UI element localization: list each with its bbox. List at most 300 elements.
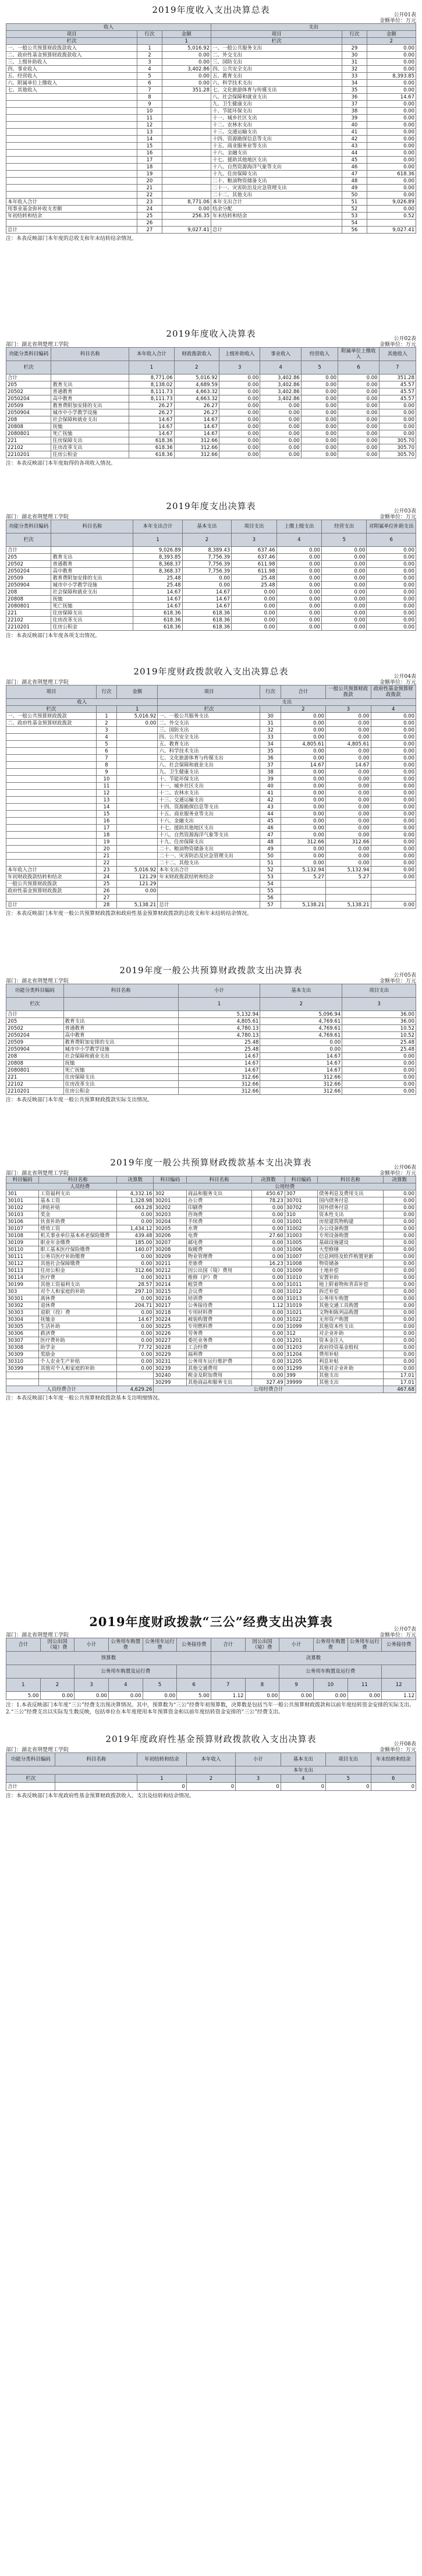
table-cell: 5,016.92 bbox=[117, 713, 158, 720]
table-cell: 21 bbox=[137, 185, 162, 192]
table-cell: 商品和服务支出 bbox=[186, 1190, 252, 1197]
column-header: 小计 bbox=[279, 1638, 314, 1652]
table-cell: 0.00 bbox=[276, 554, 321, 561]
table-row bbox=[6, 192, 416, 199]
table-cell: 普通教育 bbox=[51, 388, 129, 395]
table-cell: 0.00 bbox=[347, 1692, 382, 1700]
table-cell bbox=[6, 185, 137, 192]
table-cell: 5 bbox=[301, 361, 338, 374]
table-income-final bbox=[6, 327, 416, 467]
column-header: 科目编码 bbox=[154, 1176, 186, 1183]
table-cell: 208 bbox=[6, 589, 51, 596]
table-cell: 48 bbox=[342, 178, 367, 185]
table-cell: 2050904 bbox=[6, 1046, 64, 1053]
table-cell: 其他交通费用 bbox=[186, 1365, 252, 1372]
amount-unit: 金额单位：万元 bbox=[379, 680, 416, 685]
table-row bbox=[6, 59, 416, 66]
table-cell: 绩效工资 bbox=[39, 1225, 117, 1232]
table-cell: 0.00 bbox=[117, 1323, 154, 1330]
table-cell: 13 bbox=[137, 129, 162, 136]
table-row bbox=[6, 561, 416, 568]
table-row bbox=[6, 741, 416, 748]
column-header: 基本支出 bbox=[182, 520, 231, 533]
table-cell: 0.00 bbox=[367, 115, 416, 122]
table-cell bbox=[6, 839, 97, 846]
table-cell bbox=[51, 374, 129, 381]
table-cell: 其他支出 bbox=[317, 1379, 383, 1386]
table-cell: 30307 bbox=[6, 1337, 39, 1344]
column-header: 基本支出 bbox=[260, 984, 342, 998]
data-table bbox=[6, 1752, 416, 1791]
table-cell: 0.00 bbox=[371, 769, 416, 776]
table-cell: 0.00 bbox=[326, 755, 371, 762]
table-cell: 差旅费 bbox=[186, 1260, 252, 1267]
table-cell: 1 bbox=[162, 38, 211, 45]
table-cell: 26.27 bbox=[129, 409, 174, 416]
table-cell: 0.00 bbox=[367, 52, 416, 59]
table-cell: 30399 bbox=[6, 1365, 39, 1372]
table-cell: 4 bbox=[276, 533, 321, 547]
table-cell bbox=[117, 769, 158, 776]
table-cell: 0.00 bbox=[383, 1330, 416, 1337]
table-cell bbox=[162, 129, 211, 136]
table-cell: 0.00 bbox=[338, 402, 379, 409]
table-cell: 项目 bbox=[211, 31, 342, 38]
table-title: 2019年度政府性基金预算财政拨款收入支出决算表 bbox=[105, 1734, 317, 1744]
table-row bbox=[6, 596, 416, 603]
table-cell: 住房保障支出 bbox=[51, 437, 129, 444]
table-cell bbox=[6, 734, 97, 741]
table-cell: 0.00 bbox=[342, 1088, 416, 1095]
table-cell: 国外债务付息 bbox=[317, 1204, 383, 1211]
table-cell: 30239 bbox=[154, 1365, 186, 1372]
table-cell: 0.00 bbox=[367, 589, 416, 596]
table-row bbox=[6, 66, 416, 73]
table-cell: 0.00 bbox=[232, 624, 276, 631]
table-row bbox=[6, 1358, 416, 1365]
table-cell: 退休费 bbox=[39, 1302, 117, 1309]
column-header: 本年收入 bbox=[186, 1753, 235, 1766]
table-cell: 30203 bbox=[154, 1211, 186, 1218]
table-cell: 住房改革支出 bbox=[51, 617, 133, 624]
table-title: 2019年度一般公共预算财政拨款支出决算表 bbox=[119, 965, 303, 976]
table-cell: 618.36 bbox=[182, 617, 231, 624]
table-cell: 二十一、灾害防治及应急管理支出 bbox=[211, 185, 342, 192]
table-cell: 0.00 bbox=[383, 1309, 416, 1316]
table-cell bbox=[6, 178, 137, 185]
table-cell: 教育费附加安排的支出 bbox=[51, 402, 129, 409]
table-cell: 0.00 bbox=[371, 867, 416, 874]
table-cell: 0.00 bbox=[232, 610, 276, 617]
table-cell: 个人农业生产补贴 bbox=[39, 1358, 117, 1365]
table-cell: 30209 bbox=[154, 1253, 186, 1260]
table-title: 2019年度财政拨款“三公”经费支出决算表 bbox=[89, 1614, 333, 1629]
table-title: 2019年度财政拨款收入支出决算总表 bbox=[133, 666, 289, 677]
table-cell: 0.00 bbox=[379, 423, 416, 430]
table-cell bbox=[117, 762, 158, 769]
table-cell: 14.67 bbox=[174, 423, 219, 430]
table-cell: 一、一般公共预算财政拨款 bbox=[6, 713, 97, 720]
table-cell: 9 bbox=[137, 101, 162, 108]
table-cell: 33 bbox=[342, 73, 367, 80]
table-cell: 3 bbox=[96, 727, 116, 734]
table-row bbox=[6, 1018, 416, 1025]
table-cell bbox=[117, 853, 158, 860]
table-cell: 金额 bbox=[367, 31, 416, 38]
table-cell: 3 bbox=[342, 998, 416, 1011]
table-row bbox=[6, 1302, 416, 1309]
table-cell: 0.00 bbox=[162, 73, 211, 80]
table-cell: 0.00 bbox=[143, 1692, 177, 1700]
table-cell bbox=[6, 832, 97, 839]
table-cell bbox=[6, 846, 97, 853]
table-cell: 41 bbox=[342, 129, 367, 136]
table-cell: 公务员医疗补助缴费 bbox=[39, 1253, 117, 1260]
table-cell: 45.57 bbox=[379, 395, 416, 402]
table-cell bbox=[55, 1783, 137, 1791]
table-cell: 55 bbox=[260, 888, 281, 895]
table-cell: 0.00 bbox=[252, 1337, 285, 1344]
table-cell: 七、其他收入 bbox=[6, 87, 137, 94]
table-row bbox=[6, 1679, 416, 1692]
table-cell: 327.49 bbox=[252, 1379, 285, 1386]
table-cell bbox=[51, 533, 133, 547]
table-cell bbox=[211, 220, 342, 227]
form-number: 公开01表 bbox=[393, 12, 416, 18]
table-cell: 高中教育 bbox=[63, 1032, 178, 1039]
table-cell: 17 bbox=[96, 825, 116, 832]
table-row bbox=[6, 783, 416, 790]
table-cell: 14.67 bbox=[178, 1067, 260, 1074]
table-cell: 教育费附加安排的支出 bbox=[63, 1039, 178, 1046]
form-number: 公开06表 bbox=[393, 1165, 416, 1171]
table-cell: 14.67 bbox=[260, 1067, 342, 1074]
column-header: 年末结转和结余 bbox=[371, 1753, 416, 1766]
table-cell: 0.00 bbox=[219, 430, 260, 437]
table-cell: 1.12 bbox=[252, 1302, 285, 1309]
table-cell: 十九、住房保障支出 bbox=[158, 839, 260, 846]
table-cell: 0.00 bbox=[326, 846, 371, 853]
table-cell: 3 bbox=[219, 361, 260, 374]
table-cell: 5,138.21 bbox=[117, 902, 158, 909]
table-cell: 0.00 bbox=[371, 839, 416, 846]
table-cell: 九、卫生健康支出 bbox=[158, 769, 260, 776]
table-cell bbox=[117, 734, 158, 741]
form-number: 公开07表 bbox=[393, 1627, 416, 1632]
table-cell: 四、事业收入 bbox=[6, 66, 137, 73]
table-cell: 3 bbox=[232, 533, 276, 547]
table-cell: 14.67 bbox=[178, 1060, 260, 1067]
table-meta bbox=[6, 674, 416, 685]
table-cell: 28.57 bbox=[117, 1281, 154, 1288]
table-row bbox=[6, 206, 416, 213]
table-cell: 五、教育支出 bbox=[158, 741, 260, 748]
table-cell: 0.00 bbox=[367, 603, 416, 610]
table-cell bbox=[371, 888, 416, 895]
table-cell: 住房改革支出 bbox=[51, 444, 129, 451]
table-cell: 总计 bbox=[6, 227, 137, 234]
column-header: 项目支出 bbox=[232, 520, 276, 533]
table-cell: 0.00 bbox=[383, 1197, 416, 1204]
table-cell: 0.00 bbox=[117, 1274, 154, 1281]
table-row bbox=[6, 762, 416, 769]
table-cell: 0.00 bbox=[245, 1692, 279, 1700]
table-cell: 基本工资 bbox=[39, 1197, 117, 1204]
table-row bbox=[6, 902, 416, 909]
table-cell: 住房保障支出 bbox=[63, 1074, 178, 1081]
table-cell: 物资储备 bbox=[317, 1260, 383, 1267]
table-cell: 0.00 bbox=[383, 1337, 416, 1344]
table-cell: 0.00 bbox=[117, 888, 158, 895]
table-row bbox=[6, 143, 416, 150]
table-cell: 十五、商业服务业等支出 bbox=[211, 143, 342, 150]
table-cell: 0.00 bbox=[117, 1211, 154, 1218]
table-cell: 2050904 bbox=[6, 582, 51, 589]
table-cell: 31010 bbox=[285, 1274, 317, 1281]
table-row bbox=[6, 1295, 416, 1302]
table-cell bbox=[117, 839, 158, 846]
table-cell: 25 bbox=[96, 881, 116, 888]
table-cell: 30240 bbox=[154, 1372, 186, 1379]
table-cell: 水费 bbox=[186, 1225, 252, 1232]
table-cell: 0.00 bbox=[326, 713, 371, 720]
table-cell: 0.00 bbox=[367, 108, 416, 115]
department: 部门：湖北省荆楚理工学院 bbox=[6, 680, 69, 685]
table-cell: 41 bbox=[260, 790, 281, 797]
table-cell: 十一、城乡社区支出 bbox=[211, 115, 342, 122]
table-cell: 1 bbox=[137, 1775, 186, 1783]
table-cell: 4,805.61 bbox=[281, 741, 325, 748]
table-cell: 十、节能环保支出 bbox=[211, 108, 342, 115]
table-row bbox=[6, 533, 416, 547]
column-header: 本年支出合计 bbox=[133, 520, 182, 533]
table-cell: 其他交通工具购置 bbox=[317, 1302, 383, 1309]
table-cell: 0.00 bbox=[383, 1316, 416, 1323]
table-cell: 奖金 bbox=[39, 1211, 117, 1218]
table-cell: 45 bbox=[260, 818, 281, 825]
table-cell: 46 bbox=[260, 825, 281, 832]
table-cell: 0.00 bbox=[367, 192, 416, 199]
table-cell: 0.00 bbox=[219, 451, 260, 458]
column-header: 因公出国（境）费 bbox=[40, 1638, 75, 1652]
table-cell: 土地补偿 bbox=[317, 1267, 383, 1274]
table-cell: 0 bbox=[137, 1783, 186, 1791]
table-cell: 6 bbox=[338, 361, 379, 374]
table-cell: 六、科学技术支出 bbox=[211, 80, 342, 87]
table-row bbox=[6, 853, 416, 860]
data-table bbox=[6, 1176, 416, 1393]
column-header: 科目名称 bbox=[63, 984, 178, 998]
table-cell: 2 bbox=[137, 52, 162, 59]
table-cell bbox=[162, 143, 211, 150]
table-cell: 栏次 bbox=[6, 533, 51, 547]
table-cell: 18 bbox=[96, 832, 116, 839]
table-cell: 0.00 bbox=[322, 575, 367, 582]
table-meta bbox=[6, 1165, 416, 1176]
table-cell: 0.00 bbox=[367, 143, 416, 150]
table-row bbox=[6, 108, 416, 115]
table-cell bbox=[6, 150, 137, 157]
table-cell: 六、附属单位上缴收入 bbox=[6, 80, 137, 87]
table-cell: 14 bbox=[137, 136, 162, 143]
table-cell: 0.00 bbox=[326, 832, 371, 839]
table-cell: 32 bbox=[342, 66, 367, 73]
table-cell: 31099 bbox=[285, 1323, 317, 1330]
table-cell: 5.27 bbox=[281, 874, 325, 881]
table-cell: 0.00 bbox=[219, 444, 260, 451]
table-cell: 0.00 bbox=[322, 610, 367, 617]
table-cell: 30305 bbox=[6, 1323, 39, 1330]
table-cell: 618.36 bbox=[129, 451, 174, 458]
table-cell: 31021 bbox=[285, 1309, 317, 1316]
table-row bbox=[6, 874, 416, 881]
table-cell: 312.66 bbox=[178, 1081, 260, 1088]
table-cell: 3 bbox=[75, 1679, 109, 1692]
table-cell: 30114 bbox=[6, 1274, 39, 1281]
table-cell: 0.00 bbox=[252, 1253, 285, 1260]
table-note: 注：本表反映部门本年度一般公共预算财政拨款和政府性基金预算财政拨款的总收支和年末结转结余情况。 bbox=[6, 911, 253, 917]
table-row bbox=[6, 720, 416, 727]
column-header: 功能分类科目编码 bbox=[6, 984, 64, 998]
form-number: 公开05表 bbox=[393, 973, 416, 978]
table-cell: 12 bbox=[382, 1679, 416, 1692]
table-row bbox=[6, 1337, 416, 1344]
table-row bbox=[6, 713, 416, 720]
table-cell: 121.29 bbox=[117, 874, 158, 881]
table-cell: 0.00 bbox=[252, 1281, 285, 1288]
table-row bbox=[6, 185, 416, 192]
table-cell: 31019 bbox=[285, 1302, 317, 1309]
column-group-header: 决算数 bbox=[211, 1652, 416, 1665]
table-cell: 4,805.61 bbox=[178, 1018, 260, 1025]
table-cell bbox=[55, 1775, 137, 1783]
table-cell bbox=[117, 755, 158, 762]
table-cell: 办公设备购置 bbox=[317, 1225, 383, 1232]
table-cell: 52 bbox=[260, 867, 281, 874]
table-cell: 4,769.61 bbox=[260, 1032, 342, 1039]
column-header: 科目名称 bbox=[55, 1753, 137, 1766]
table-row bbox=[6, 1246, 416, 1253]
total-label: 人员经费合计 bbox=[6, 1386, 117, 1393]
table-cell: 年末财政拨款结转和结余 bbox=[158, 874, 260, 881]
column-group-header: 本年支出 bbox=[236, 1766, 371, 1775]
table-cell: 4 bbox=[371, 706, 416, 713]
table-cell: 二、外交支出 bbox=[158, 720, 260, 727]
table-cell: 十三、交通运输支出 bbox=[211, 129, 342, 136]
table-cell: 八、社会保障和就业支出 bbox=[158, 762, 260, 769]
table-cell: 栏次 bbox=[6, 361, 51, 374]
table-cell: 46 bbox=[342, 164, 367, 171]
table-note: 注：本表反映部门本年度一般公共预算财政拨款实际支出情况。 bbox=[6, 1097, 153, 1103]
column-header: 行次 bbox=[96, 685, 116, 699]
table-cell: 297.10 bbox=[117, 1288, 154, 1295]
table-cell bbox=[367, 220, 416, 227]
table-row bbox=[6, 825, 416, 832]
table-cell: 0.00 bbox=[371, 860, 416, 867]
table-cell: 0.00 bbox=[301, 416, 338, 423]
table-cell: 总计 bbox=[6, 902, 97, 909]
table-cell: 0.00 bbox=[342, 1060, 416, 1067]
table-cell: 合计 bbox=[6, 1783, 55, 1791]
table-cell: 26 bbox=[96, 888, 116, 895]
table-cell: 政府性基金预算财政拨款 bbox=[6, 888, 97, 895]
table-cell: 44 bbox=[342, 150, 367, 157]
table-cell: 五、经营收入 bbox=[6, 73, 137, 80]
table-cell: 公务用车运行维护费 bbox=[186, 1358, 252, 1365]
column-header: 科目名称 bbox=[186, 1176, 252, 1183]
table-cell: 0.00 bbox=[219, 437, 260, 444]
table-cell: 0.00 bbox=[338, 444, 379, 451]
table-cell: 24 bbox=[96, 874, 116, 881]
column-group-header: 收入 bbox=[6, 699, 158, 706]
table-cell bbox=[162, 185, 211, 192]
table-cell: 34 bbox=[342, 80, 367, 87]
table-cell: 二十一、灾害防治及应急管理支出 bbox=[158, 853, 260, 860]
table-cell: 0.00 bbox=[383, 1204, 416, 1211]
table-cell: 二、政府性基金预算财政拨款收入 bbox=[6, 52, 137, 59]
table-cell: 无形资产购置 bbox=[317, 1316, 383, 1323]
column-header: 行次 bbox=[260, 685, 281, 699]
table-government-fund bbox=[6, 1733, 416, 1800]
table-cell: 0.00 bbox=[252, 1267, 285, 1274]
table-row bbox=[6, 220, 416, 227]
table-cell: 0.00 bbox=[367, 610, 416, 617]
table-cell: 0.00 bbox=[117, 1358, 154, 1365]
table-cell: 7 bbox=[137, 87, 162, 94]
table-cell: 20509 bbox=[6, 402, 51, 409]
table-cell: 0.00 bbox=[281, 797, 325, 804]
column-header: 对附属单位补助支出 bbox=[367, 520, 416, 533]
table-cell: 十一、城乡社区支出 bbox=[158, 783, 260, 790]
table-row bbox=[6, 1274, 416, 1281]
table-cell: 高中教育 bbox=[51, 568, 133, 575]
column-header: 科目编码 bbox=[6, 1176, 39, 1183]
table-cell: 教育支出 bbox=[51, 381, 129, 388]
table-basic-expense bbox=[6, 1156, 416, 1402]
table-cell: 资本性支出 bbox=[317, 1211, 383, 1218]
table-cell: 住房保障支出 bbox=[51, 610, 133, 617]
table-cell: 0.00 bbox=[367, 136, 416, 143]
table-row bbox=[6, 87, 416, 94]
table-cell bbox=[6, 776, 97, 783]
table-cell: 拆迁补偿 bbox=[317, 1288, 383, 1295]
table-cell: 26.27 bbox=[129, 402, 174, 409]
table-cell: 30302 bbox=[6, 1302, 39, 1309]
table-cell: 30229 bbox=[154, 1351, 186, 1358]
table-cell: 0.00 bbox=[367, 178, 416, 185]
table-cell: 对个人和家庭的补助 bbox=[39, 1288, 117, 1295]
table-cell: 9,027.41 bbox=[367, 227, 416, 234]
table-cell: 31203 bbox=[285, 1344, 317, 1351]
table-cell: 助学金 bbox=[39, 1344, 117, 1351]
table-row bbox=[6, 748, 416, 755]
table-cell: 5,016.92 bbox=[174, 374, 219, 381]
table-cell: 312.66 bbox=[260, 1088, 342, 1095]
table-cell: 公务用车购置 bbox=[317, 1295, 383, 1302]
table-row bbox=[6, 416, 416, 423]
table-cell bbox=[6, 101, 137, 108]
table-cell: 0.00 bbox=[367, 206, 416, 213]
table-cell: 城市中小学教学设施 bbox=[51, 582, 133, 589]
table-row bbox=[6, 1067, 416, 1074]
table-cell: 45 bbox=[342, 157, 367, 164]
table-cell: 25 bbox=[137, 213, 162, 220]
table-cell: 36 bbox=[342, 94, 367, 101]
table-cell: 450.67 bbox=[252, 1190, 285, 1197]
table-cell bbox=[326, 895, 371, 902]
table-cell: 用事业基金弥补收支差额 bbox=[6, 206, 137, 213]
table-row bbox=[6, 1011, 416, 1018]
